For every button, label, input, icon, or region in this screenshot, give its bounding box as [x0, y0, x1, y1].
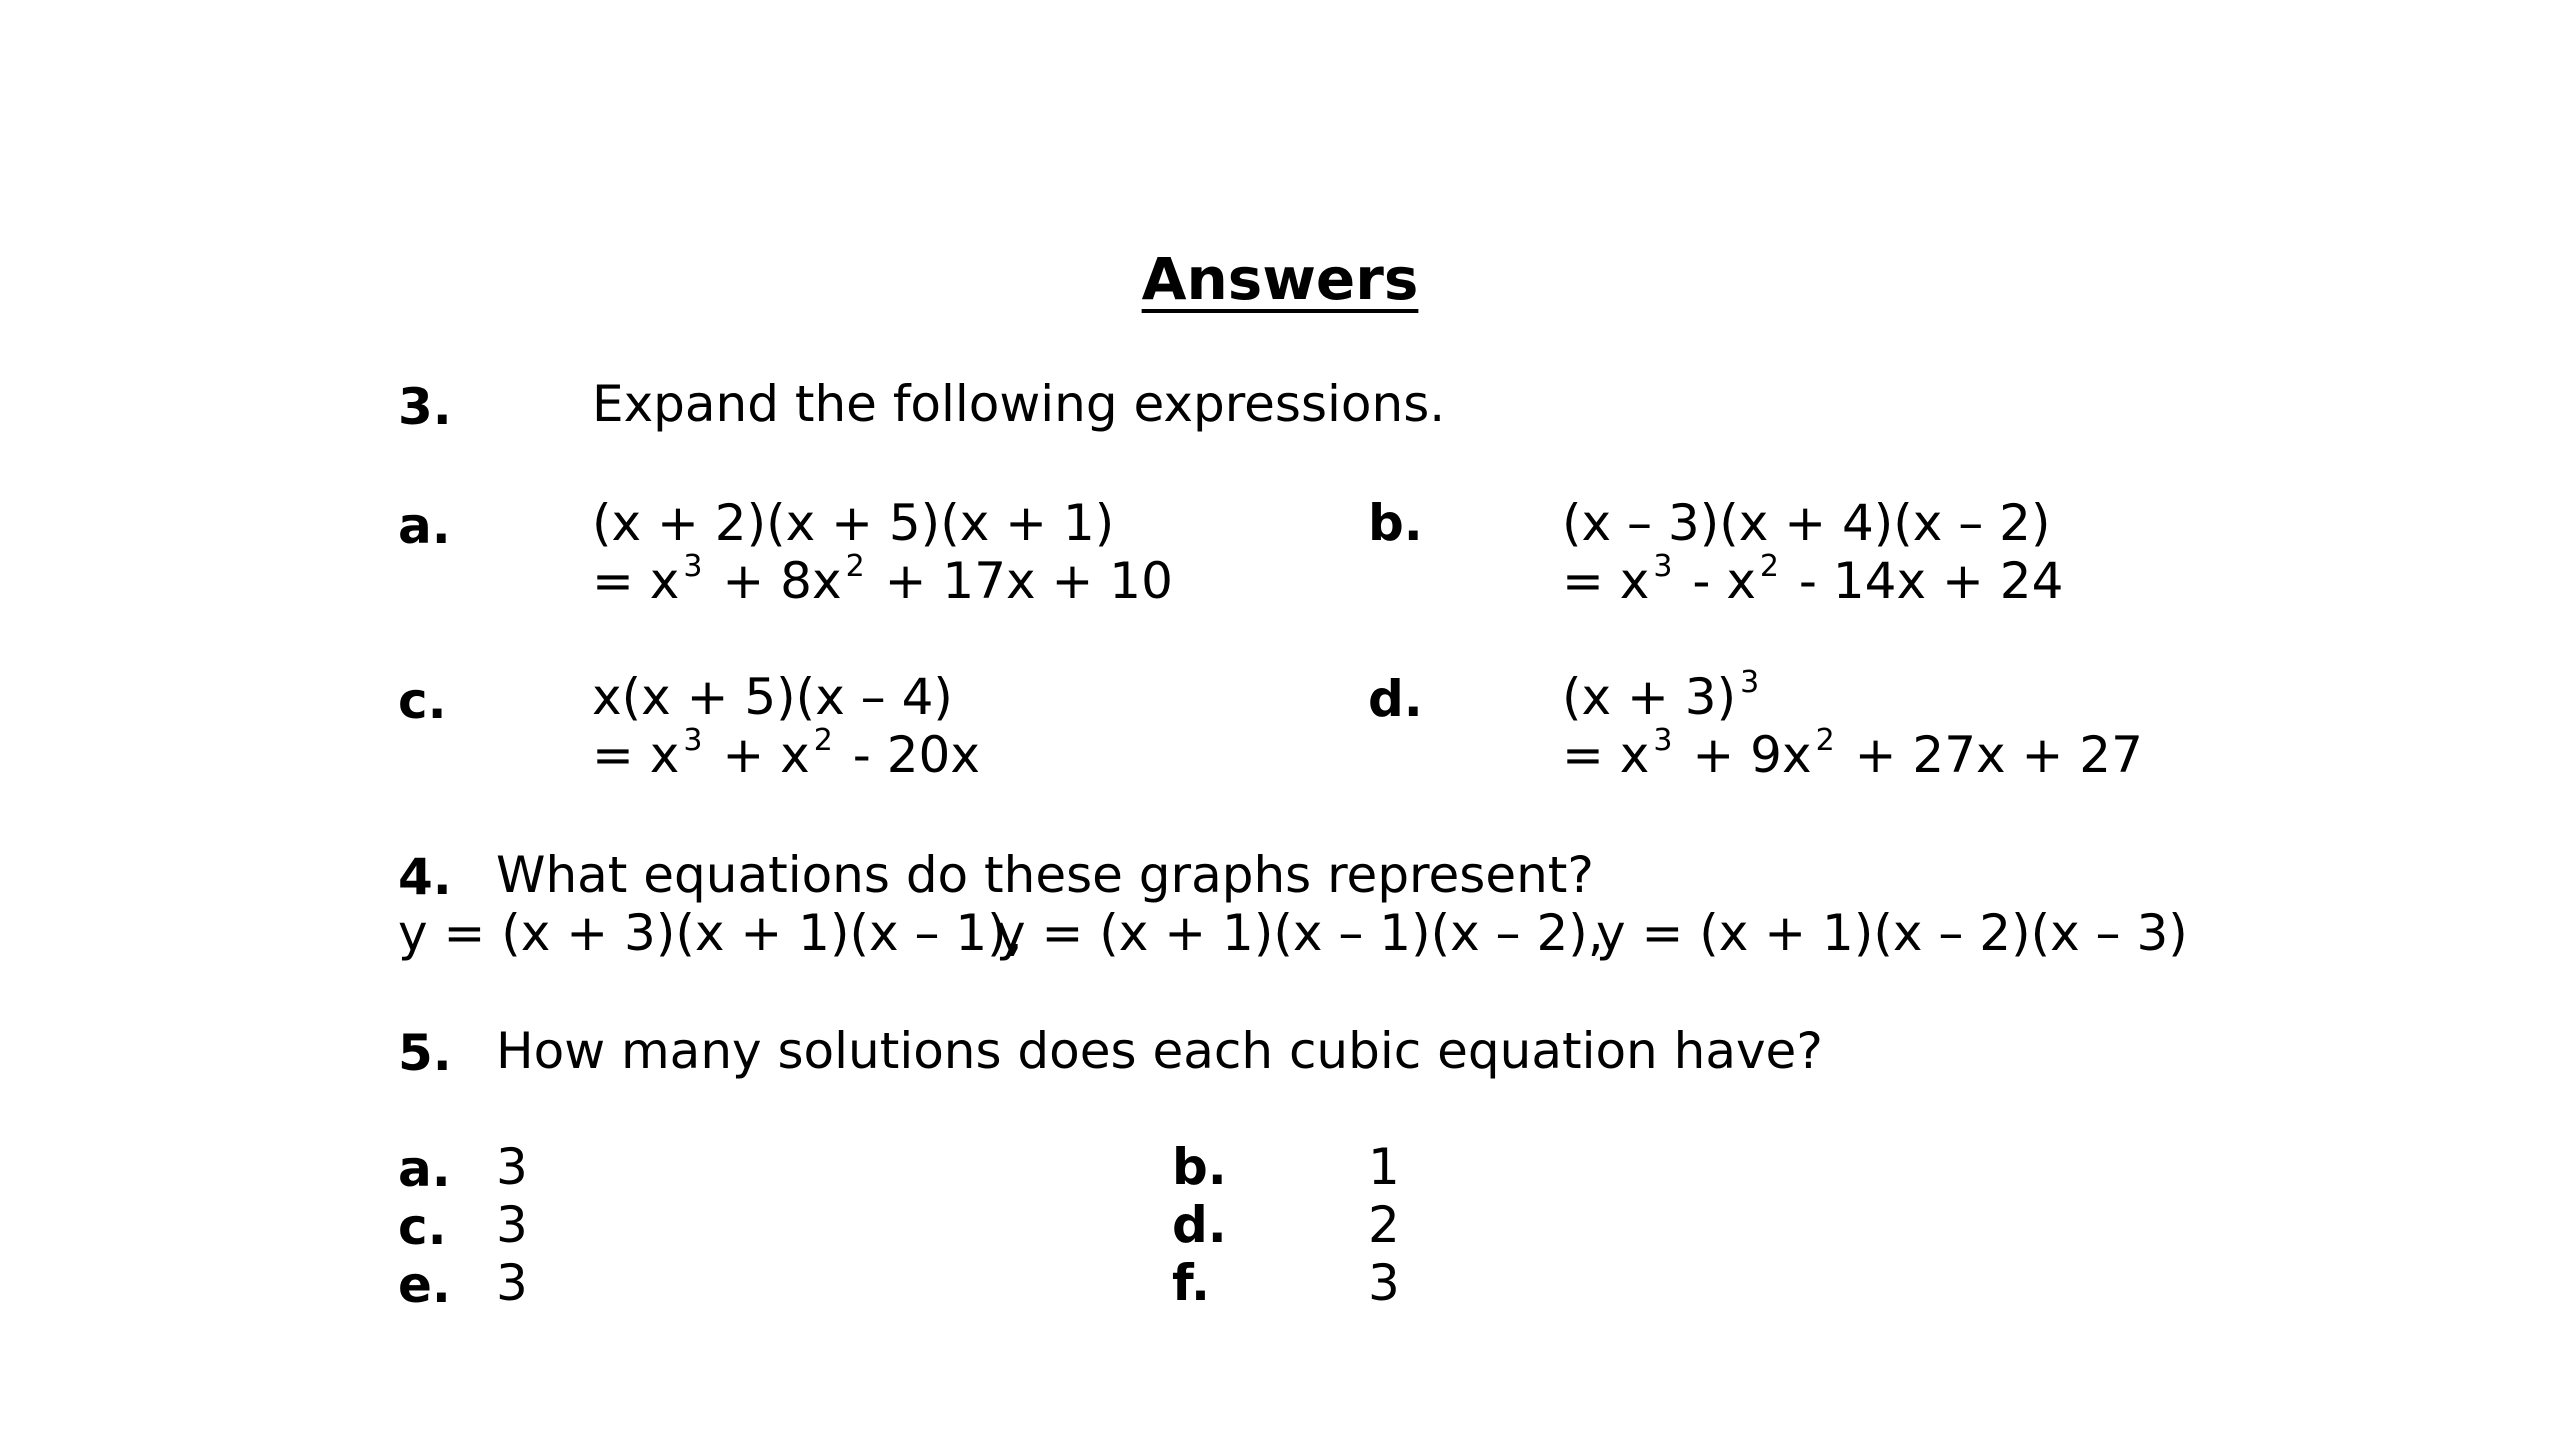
- part-a-result: [592, 549, 1173, 610]
- part-b-label: b.: [1368, 494, 1423, 552]
- answer-a-label: a.: [398, 1140, 451, 1198]
- part-d-result-term2: + 9x: [1692, 726, 1812, 784]
- part-b-result: [1562, 549, 2064, 610]
- page-title: Answers: [1141, 245, 1419, 313]
- part-b-result-term3: - 14x + 24: [1798, 552, 2064, 610]
- part-d-result: [1562, 723, 2143, 784]
- part-c-label: c.: [398, 672, 447, 730]
- answer-d-label: d.: [1172, 1196, 1227, 1254]
- part-d-expression-main: (x + 3): [1562, 668, 1737, 726]
- part-c-result: [592, 723, 980, 784]
- part-b-result-exp1: 3: [1653, 549, 1673, 584]
- answer-c-value: 3: [496, 1196, 528, 1254]
- answer-b-label: b.: [1172, 1138, 1227, 1196]
- answer-e-value: 3: [496, 1254, 528, 1312]
- answer-c-label: c.: [398, 1198, 447, 1256]
- part-d-expression-power: 3: [1740, 665, 1760, 700]
- part-b-result-term1: = x: [1562, 552, 1650, 610]
- equation-2: y = (x + 1)(x – 1)(x – 2),: [996, 904, 1604, 962]
- answer-f-value: 3: [1368, 1254, 1400, 1312]
- part-b-result-exp2: 2: [1759, 549, 1780, 584]
- part-a-result-term2: + 8x: [722, 552, 842, 610]
- equation-1: y = (x + 3)(x + 1)(x – 1),: [398, 904, 1023, 962]
- question-5-prompt: How many solutions does each cubic equation have?: [496, 1022, 1823, 1080]
- answer-a-value: 3: [496, 1138, 528, 1196]
- equation-3: y = (x + 1)(x – 2)(x – 3): [1596, 904, 2188, 962]
- part-a-result-exp1: 3: [683, 549, 703, 584]
- part-c-result-exp1: 3: [683, 723, 703, 758]
- part-d-expression: [1562, 665, 1763, 726]
- answer-b-value: 1: [1368, 1138, 1400, 1196]
- part-d-label: d.: [1368, 670, 1423, 728]
- part-d-result-exp2: 2: [1815, 723, 1835, 758]
- part-d-result-exp1: 3: [1653, 723, 1673, 758]
- part-c-result-term1: = x: [592, 726, 680, 784]
- part-b-expression: [1562, 494, 2051, 552]
- part-a-expression: [592, 494, 1114, 552]
- part-a-expression-main: (x + 2)(x + 5)(x + 1): [592, 494, 1115, 552]
- question-4-prompt: What equations do these graphs represent?: [496, 846, 1594, 904]
- part-c-result-term3: - 20x: [852, 726, 980, 784]
- answer-f-label: f.: [1172, 1254, 1211, 1312]
- part-c-result-exp2: 2: [813, 723, 833, 758]
- answer-e-label: e.: [398, 1256, 451, 1314]
- part-a-result-exp2: 2: [845, 549, 865, 584]
- part-c-expression-main: x(x + 5)(x – 4): [592, 668, 953, 726]
- part-b-result-term2: - x: [1692, 552, 1756, 610]
- part-a-label: a.: [398, 497, 451, 555]
- question-3-number: 3.: [398, 378, 452, 436]
- part-c-expression: [592, 668, 953, 726]
- part-b-expression-main: (x – 3)(x + 4)(x – 2): [1562, 494, 2051, 552]
- part-d-result-term1: = x: [1562, 726, 1650, 784]
- question-3-prompt: Expand the following expressions.: [592, 375, 1446, 433]
- part-a-result-term3: + 17x + 10: [884, 552, 1173, 610]
- question-5-number: 5.: [398, 1024, 452, 1082]
- part-d-result-term3: + 27x + 27: [1854, 726, 2143, 784]
- question-4-number: 4.: [398, 848, 452, 906]
- part-c-result-term2: + x: [722, 726, 810, 784]
- answer-d-value: 2: [1368, 1196, 1400, 1254]
- part-a-result-term1: = x: [592, 552, 680, 610]
